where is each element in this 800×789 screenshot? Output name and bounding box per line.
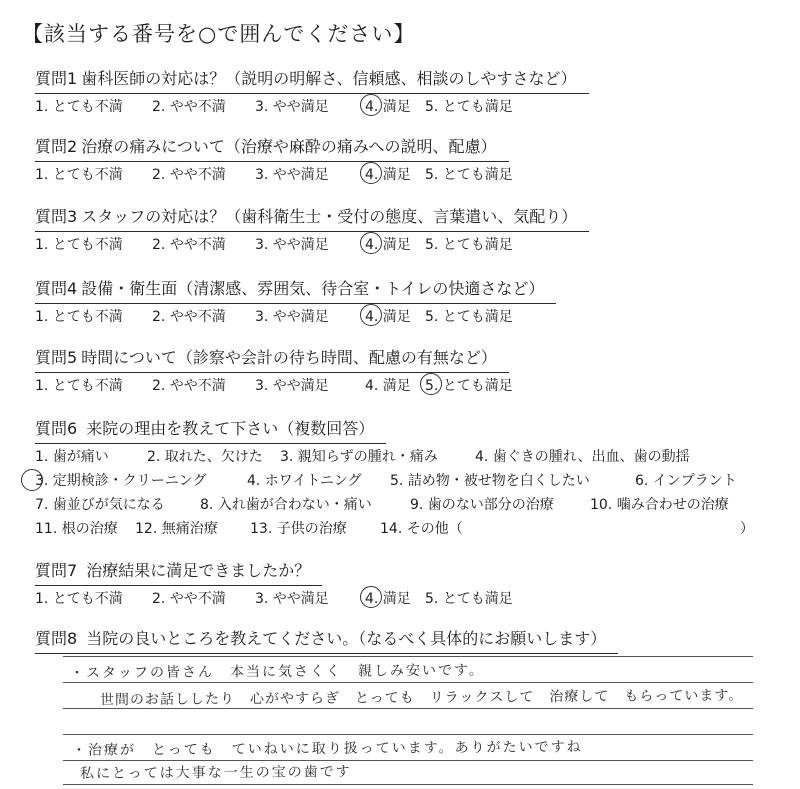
question-number: 質問5	[35, 348, 78, 367]
question-number: 質問8	[35, 629, 78, 648]
close-paren: ）	[740, 521, 754, 537]
question-heading	[35, 347, 501, 369]
question-number: 質問6	[35, 419, 78, 438]
option[interactable]: 4. ホワイトニング	[247, 473, 362, 489]
option[interactable]: 7. 歯並びが気になる	[35, 497, 165, 513]
option[interactable]: 2. やや不満	[152, 309, 226, 325]
option[interactable]: 3. やや満足	[255, 591, 329, 607]
option[interactable]: 3. やや満足	[255, 309, 329, 325]
question-heading	[35, 418, 378, 440]
option-selected[interactable]: 4. 満足	[365, 306, 411, 326]
answer-options	[35, 164, 795, 184]
handwritten-answer: ・スタッフの皆さん 本当に気さくく 親しみ安いです。	[69, 662, 485, 682]
option[interactable]: 2. やや不満	[152, 99, 226, 115]
option[interactable]: 9. 歯のない部分の治療	[410, 497, 554, 513]
answer-line	[63, 784, 753, 785]
question-number: 質問2	[35, 137, 78, 156]
handwritten-answer: 世間のお話ししたり 心がやすらぎ とっても リラックスして 治療して もらっています。	[99, 687, 744, 709]
selection-circle	[360, 304, 382, 326]
option-selected[interactable]: 4. 満足	[365, 588, 411, 608]
option[interactable]: 3. やや満足	[255, 167, 329, 183]
option-selected[interactable]: 5. とても満足	[425, 375, 513, 395]
option[interactable]: 5. とても満足	[425, 99, 513, 115]
option[interactable]: 1. とても不満	[35, 378, 123, 394]
option-other[interactable]: 14. その他（	[380, 521, 463, 537]
question-5	[35, 347, 795, 395]
question-2	[35, 136, 795, 184]
option[interactable]: 1. 歯が痛い	[35, 449, 109, 465]
question-text: 治療結果に満足できましたか？	[86, 561, 311, 580]
answer-options	[35, 588, 795, 608]
question-6	[35, 418, 795, 440]
option[interactable]: 5. 詰め物・被せ物を白くしたい	[390, 473, 590, 489]
option[interactable]: 1. とても不満	[35, 309, 123, 325]
answer-options	[35, 375, 795, 395]
option[interactable]: 10. 噛み合わせの治療	[590, 497, 729, 513]
handwritten-answer: 私にとっては大事な一生の宝の歯です	[79, 764, 352, 782]
option[interactable]: 5. とても満足	[425, 309, 513, 325]
selection-circle	[360, 94, 382, 116]
answer-line	[63, 760, 753, 761]
answer-options	[35, 96, 795, 116]
option[interactable]: 13. 子供の治療	[250, 521, 347, 537]
question-text: 歯科医師の対応は？（説明の明解さ、信頼感、相談のしやすさなど）	[81, 69, 577, 88]
question-text: 治療の痛みについて（治療や麻酔の痛みへの説明、配慮）	[81, 137, 497, 156]
selection-circle	[360, 162, 382, 184]
option[interactable]: 3. やや満足	[255, 99, 329, 115]
option-selected[interactable]: 4. 満足	[365, 234, 411, 254]
page-title: 【該当する番号を○で囲んでください】	[22, 22, 416, 46]
option[interactable]: 1. とても不満	[35, 167, 123, 183]
answer-line	[63, 734, 753, 735]
question-number: 質問7	[35, 561, 78, 580]
selection-circle	[21, 469, 43, 491]
option[interactable]: 5. とても満足	[425, 237, 513, 253]
question-heading	[35, 560, 314, 582]
selection-circle	[360, 586, 382, 608]
option-selected[interactable]: 3. 定期検診・クリーニング	[35, 470, 207, 490]
answer-line	[63, 682, 753, 683]
question-heading	[35, 278, 548, 300]
question-text: 時間について（診察や会計の待ち時間、配慮の有無など）	[81, 348, 497, 367]
option[interactable]: 2. やや不満	[152, 237, 226, 253]
question-number: 質問4	[35, 279, 78, 298]
option-selected[interactable]: 4. 満足	[365, 164, 411, 184]
option[interactable]: 2. やや不満	[152, 591, 226, 607]
option[interactable]: 4. 満足	[365, 378, 411, 394]
option[interactable]: 5. とても満足	[425, 591, 513, 607]
question-8	[35, 628, 795, 650]
question-number: 質問1	[35, 69, 78, 88]
question-text: 来院の理由を教えて下さい（複数回答）	[86, 419, 375, 438]
question-text: 当院の良いところを教えてください。（なるべく具体的にお願いします）	[86, 629, 607, 648]
option[interactable]: 11. 根の治療	[35, 521, 118, 537]
handwritten-answer: ・治療が とっても ていねいに取り扱っています。ありがたいですね	[71, 739, 583, 759]
answer-line	[63, 656, 753, 657]
option[interactable]: 2. 取れた、欠けた	[147, 449, 263, 465]
option[interactable]: 3. やや満足	[255, 378, 329, 394]
option[interactable]: 1. とても不満	[35, 237, 123, 253]
option[interactable]: 1. とても不満	[35, 591, 123, 607]
option[interactable]: 5. とても満足	[425, 167, 513, 183]
answer-options	[35, 306, 795, 326]
answer-options	[35, 234, 795, 254]
question-heading	[35, 136, 501, 158]
question-7	[35, 560, 795, 608]
question-4	[35, 278, 795, 326]
option[interactable]: 2. やや不満	[152, 378, 226, 394]
option[interactable]: 4. 歯ぐきの腫れ、出血、歯の動揺	[475, 449, 690, 465]
question-number: 質問3	[35, 207, 78, 226]
question-heading	[35, 68, 581, 90]
option[interactable]: 2. やや不満	[152, 167, 226, 183]
option[interactable]: 1. とても不満	[35, 99, 123, 115]
option[interactable]: 3. 親知らずの腫れ・痛み	[280, 449, 438, 465]
option[interactable]: 6. インプラント	[635, 473, 737, 489]
question-heading	[35, 206, 581, 228]
option[interactable]: 12. 無痛治療	[135, 521, 218, 537]
option-selected[interactable]: 4. 満足	[365, 96, 411, 116]
question-heading	[35, 628, 610, 650]
question-text: 設備・衛生面（清潔感、雰囲気、待合室・トイレの快適さなど）	[81, 279, 545, 298]
question-text: スタッフの対応は？（歯科衛生士・受付の態度、言葉遣い、気配り）	[81, 207, 578, 226]
selection-circle	[360, 232, 382, 254]
option[interactable]: 8. 入れ歯が合わない・痛い	[200, 497, 372, 513]
option[interactable]: 3. やや満足	[255, 237, 329, 253]
question-1	[35, 68, 795, 116]
selection-circle	[420, 373, 442, 395]
question-3	[35, 206, 795, 254]
